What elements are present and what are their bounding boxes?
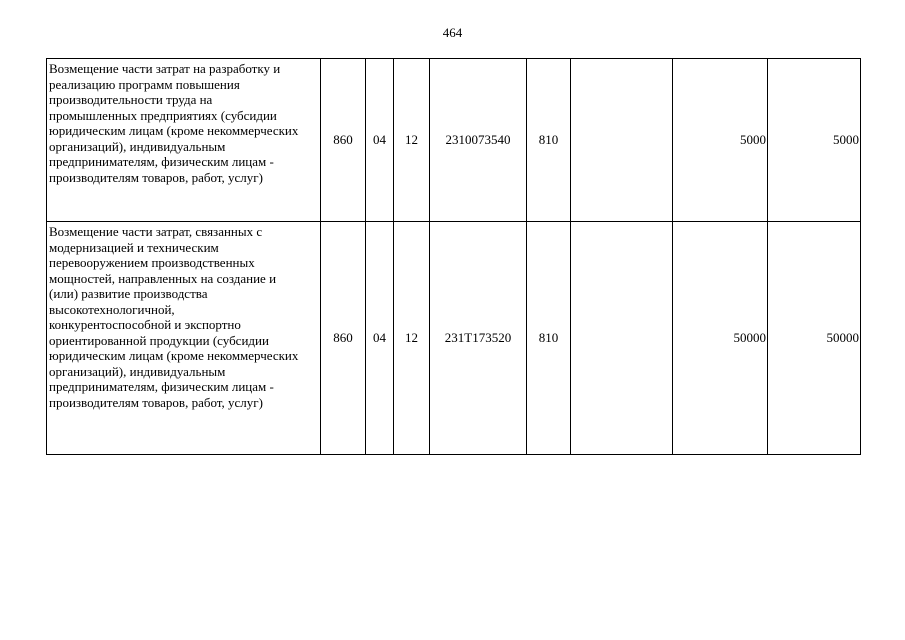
ministry-code-cell: 860: [321, 222, 366, 455]
description-cell: [47, 59, 321, 222]
expense-type-cell: 810: [527, 59, 571, 222]
description-line: модернизацией и техническим: [49, 239, 219, 255]
description-line: предпринимателям, физическим лицам -: [49, 379, 274, 394]
description-line: ориентированной продукции (субсидии: [49, 332, 269, 348]
description-line: высокотехнологичной,: [49, 301, 175, 317]
amount-cell: 50000: [768, 222, 861, 455]
target-article-cell: 2310073540: [430, 59, 527, 222]
description-line: производителям товаров, работ, услуг): [49, 394, 263, 410]
description-line: конкурентоспособной и экспортно: [49, 317, 241, 332]
description-line: мощностей, направленных на создание и: [49, 270, 277, 286]
description-cell: [47, 222, 321, 455]
table-row: [47, 59, 861, 222]
empty-cell: [571, 59, 673, 222]
amount-cell: 50000: [673, 222, 768, 455]
table-row: [47, 222, 861, 455]
subsection-cell: 12: [394, 59, 430, 222]
target-article-cell: 231Т173520: [430, 222, 527, 455]
description-line: юридическим лицам (кроме некоммерческих: [49, 348, 299, 363]
page-number: 464: [442, 25, 463, 40]
description-line: производителям товаров, работ, услуг): [49, 169, 263, 185]
empty-cell: [571, 222, 673, 455]
section-cell: 04: [366, 59, 394, 222]
description-line: (или) развитие производства: [49, 286, 208, 301]
description-line: промышленных предприятиях (субсидии: [49, 107, 277, 123]
description-line: перевооружением производственных: [49, 255, 255, 270]
subsection-cell: 12: [394, 222, 430, 455]
amount-cell: 5000: [768, 59, 861, 222]
description-line: производительности труда на: [49, 92, 213, 107]
ministry-code-cell: 860: [321, 59, 366, 222]
description-line: Возмещение части затрат, связанных с: [49, 224, 263, 239]
description-line: организаций), индивидуальным: [49, 363, 226, 379]
description-line: Возмещение части затрат на разработку и: [49, 61, 281, 76]
amount-cell: 5000: [673, 59, 768, 222]
description-line: предпринимателям, физическим лицам -: [49, 154, 274, 169]
section-cell: 04: [366, 222, 394, 455]
description-line: реализацию программ повышения: [49, 76, 240, 92]
expense-type-cell: 810: [527, 222, 571, 455]
description-line: юридическим лицам (кроме некоммерческих: [49, 123, 299, 138]
description-line: организаций), индивидуальным: [49, 138, 226, 154]
budget-table: [46, 58, 861, 455]
